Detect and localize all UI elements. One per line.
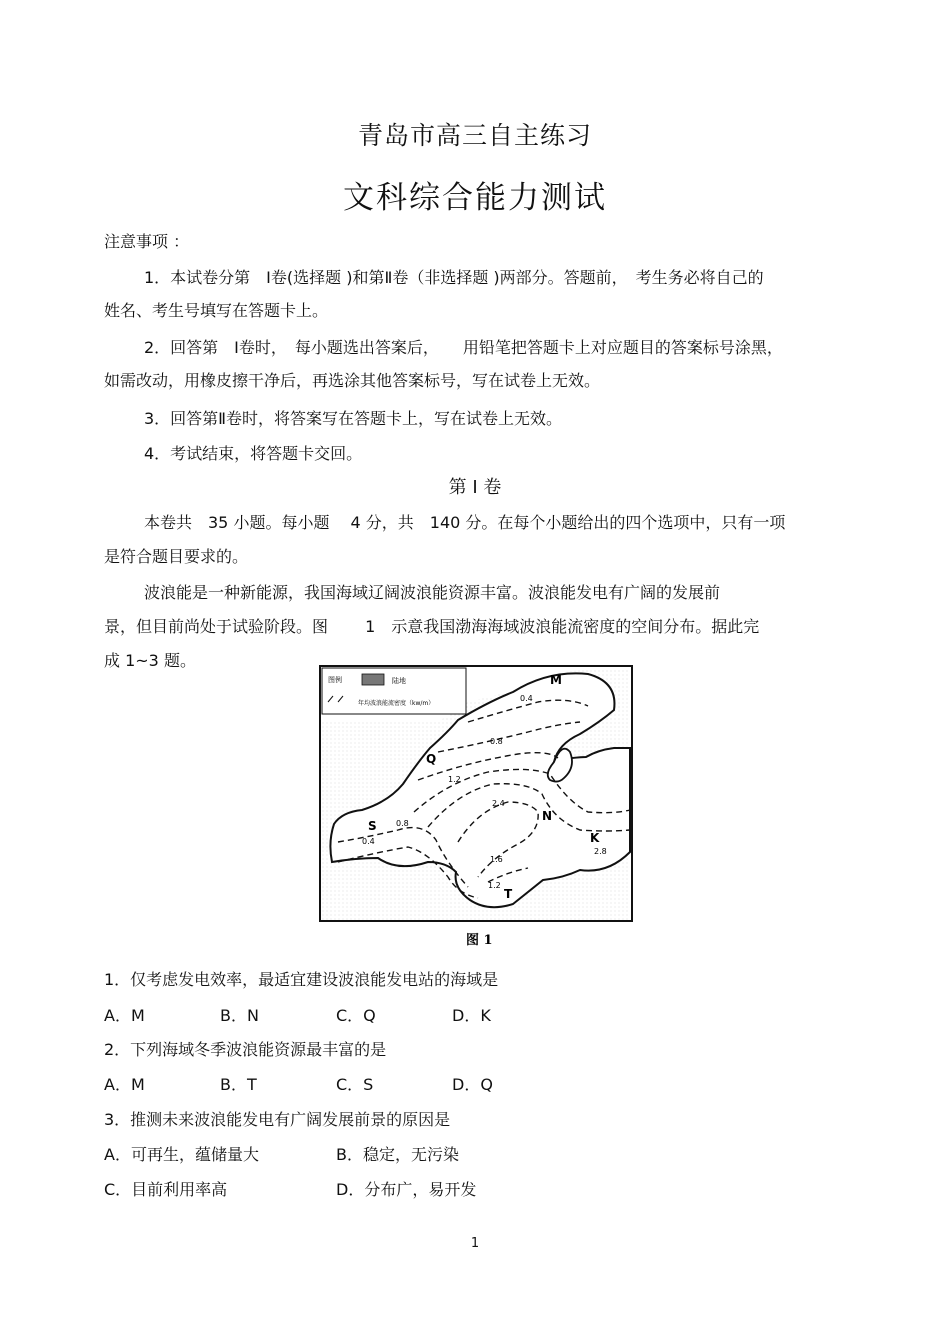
question-1-option-b[interactable]: B．N bbox=[220, 1006, 259, 1025]
label-N: N bbox=[542, 809, 553, 823]
value-1.6: 1.6 bbox=[490, 855, 503, 864]
legend-land-label: 陆地 bbox=[392, 677, 406, 685]
legend-title: 图例 bbox=[328, 676, 342, 684]
notice-item-2-line-2: 如需改动，用橡皮擦干净后，再选涂其他答案标号，写在试卷上无效。 bbox=[104, 371, 601, 390]
value-0.4-left: 0.4 bbox=[362, 837, 375, 846]
figure-1-map bbox=[318, 662, 636, 952]
legend-land-swatch bbox=[362, 674, 384, 685]
notice-item-1-line-2: 姓名、考生号填写在答题卡上。 bbox=[104, 301, 329, 320]
question-2-option-c[interactable]: C．S bbox=[336, 1075, 374, 1094]
value-0.8-left: 0.8 bbox=[396, 819, 409, 828]
question-3-option-a[interactable]: A．可再生，蕴储量大 bbox=[104, 1145, 259, 1164]
page-title: 青岛市高三自主练习 bbox=[357, 121, 592, 150]
question-1-option-d[interactable]: D．K bbox=[452, 1006, 491, 1025]
page-number: 1 bbox=[470, 1236, 480, 1251]
label-M: M bbox=[550, 673, 562, 687]
label-K: K bbox=[590, 831, 600, 845]
question-2-stem: 2．下列海域冬季波浪能资源最丰富的是 bbox=[104, 1040, 387, 1059]
bohai-wave-energy-map bbox=[318, 662, 636, 952]
question-3-option-c[interactable]: C．目前利用率高 bbox=[104, 1180, 228, 1199]
passage-line-1: 波浪能是一种新能源，我国海域辽阔波浪能资源丰富。波浪能发电有广阔的发展前 bbox=[144, 583, 721, 602]
question-1-stem: 1．仅考虑发电效率，最适宜建设波浪能发电站的海域是 bbox=[104, 970, 499, 989]
legend-box bbox=[322, 668, 466, 714]
value-1.2-bottom: 1.2 bbox=[488, 881, 501, 890]
question-3-option-d[interactable]: D．分布广，易开发 bbox=[336, 1180, 477, 1199]
value-0.4-top: 0.4 bbox=[520, 694, 533, 703]
passage-line-3: 成 1~3 题。 bbox=[104, 651, 196, 670]
question-3-option-b[interactable]: B．稳定，无污染 bbox=[336, 1145, 459, 1164]
label-S: S bbox=[368, 819, 377, 833]
section-intro-line-1: 本卷共 35 小题。每小题 4 分，共 140 分。在每个小题给出的四个选项中，只有一项 bbox=[144, 513, 786, 532]
page-subtitle: 文科综合能力测试 bbox=[343, 180, 607, 216]
value-2.8: 2.8 bbox=[594, 847, 607, 856]
question-2-option-b[interactable]: B．T bbox=[220, 1075, 257, 1094]
value-0.8-top: 0.8 bbox=[490, 737, 503, 746]
label-T: T bbox=[504, 887, 513, 901]
notice-heading: 注意事项 ： bbox=[104, 232, 190, 251]
section-intro-line-2: 是符合题目要求的。 bbox=[104, 547, 249, 566]
value-2.4: 2.4 bbox=[492, 799, 505, 808]
question-3-stem: 3．推测未来波浪能发电有广阔发展前景的原因是 bbox=[104, 1110, 451, 1129]
question-2-option-a[interactable]: A．M bbox=[104, 1075, 145, 1094]
notice-item-2-line-1: 2．回答第 Ⅰ卷时， 每小题选出答案后， 用铅笔把答题卡上对应题目的答案标号涂黑， bbox=[144, 338, 783, 357]
notice-item-3: 3．回答第Ⅱ卷时，将答案写在答题卡上，写在试卷上无效。 bbox=[144, 409, 563, 428]
legend-isoline-label: 年均波浪能流密度（kw/m） bbox=[358, 700, 435, 707]
section-title: 第 Ⅰ 卷 bbox=[448, 477, 502, 498]
question-2-option-d[interactable]: D．Q bbox=[452, 1075, 493, 1094]
figure-caption: 图 1 bbox=[466, 933, 493, 948]
notice-item-1-line-1: 1．本试卷分第 Ⅰ卷(选择题 )和第Ⅱ卷（非选择题 )两部分。答题前， 考生务必将自己的 bbox=[144, 268, 764, 287]
passage-line-2: 景，但目前尚处于试验阶段。图 1 示意我国渤海海域波浪能流密度的空间分布。据此完 bbox=[104, 617, 760, 636]
value-1.2: 1.2 bbox=[448, 775, 461, 784]
question-1-option-a[interactable]: A．M bbox=[104, 1006, 145, 1025]
label-Q: Q bbox=[426, 752, 437, 766]
notice-item-4: 4．考试结束，将答题卡交回。 bbox=[144, 444, 363, 463]
question-1-option-c[interactable]: C．Q bbox=[336, 1006, 376, 1025]
